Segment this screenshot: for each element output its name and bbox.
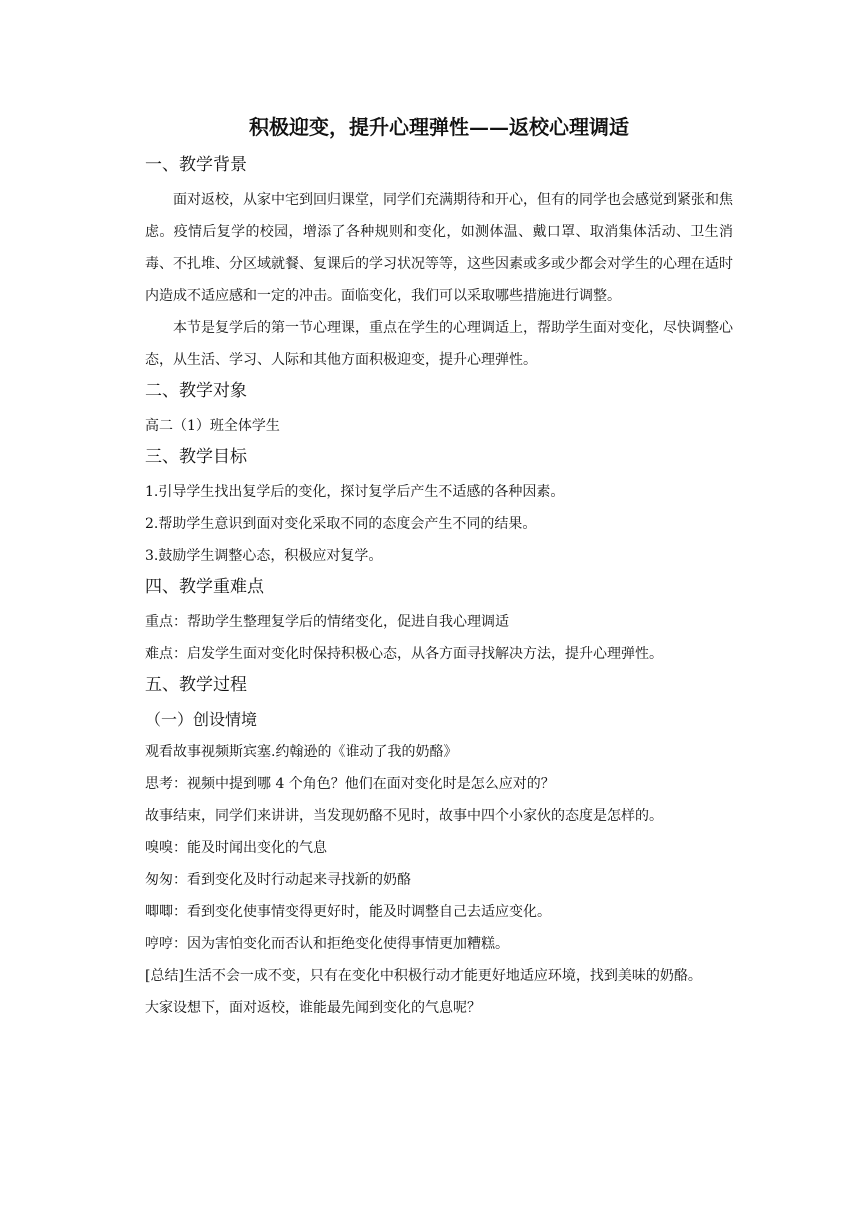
background-paragraph-1: 面对返校，从家中宅到回归课堂，同学们充满期待和开心，但有的同学也会感觉到紧张和焦虑。疫情后复学的校园，增添了各种规则和变化，如测体温、戴口罩、取消集体活动、卫生消毒、不扎堆、分区域就餐、复课后的学习状况等等，这些因素或多或少都会对学生的心理在适时内造成不适应感和一定的冲击。面临变化，我们可以采取哪些措施进行调整。 <box>145 192 733 304</box>
key-point-item: 重点：帮助学生整理复学后的情绪变化，促进自我心理调适 <box>145 614 509 630</box>
section-heading-key-points: 四、教学重难点 <box>145 577 264 597</box>
process-line: 嗅嗅：能及时闻出变化的气息 <box>145 840 327 856</box>
goal-item-3: 3.鼓励学生调整心态，积极应对复学。 <box>145 548 383 564</box>
process-line: 观看故事视频斯宾塞.约翰逊的《谁动了我的奶酪》 <box>145 744 458 760</box>
process-line: 大家设想下，面对返校，谁能最先闻到变化的气息呢？ <box>145 1000 481 1016</box>
difficulty-point-item: 难点：启发学生面对变化时保持积极心态，从各方面寻找解决方法，提升心理弹性。 <box>145 646 663 662</box>
section-heading-background: 一、教学背景 <box>145 155 247 175</box>
section-heading-goals: 三、教学目标 <box>145 447 247 467</box>
section-heading-audience: 二、教学对象 <box>145 381 247 401</box>
document-content <box>145 110 733 1024</box>
goal-item-1: 1.引导学生找出复学后的变化，探讨复学后产生不适感的各种因素。 <box>145 484 565 500</box>
process-line: 匆匆：看到变化及时行动起来寻找新的奶酪 <box>145 872 411 888</box>
document-title: 积极迎变，提升心理弹性——返校心理调适 <box>249 115 629 139</box>
process-summary: [总结]生活不会一成不变，只有在变化中积极行动才能更好地适应环境，找到美味的奶酪。 <box>145 968 702 984</box>
goal-item-2: 2.帮助学生意识到面对变化采取不同的态度会产生不同的结果。 <box>145 516 537 532</box>
audience-text: 高二（1）班全体学生 <box>145 418 280 434</box>
background-paragraph-2: 本节是复学后的第一节心理课，重点在学生的心理调适上，帮助学生面对变化，尽快调整心态，从生活、学习、人际和其他方面积极迎变，提升心理弹性。 <box>145 320 733 368</box>
process-sub-heading: （一）创设情境 <box>145 710 258 729</box>
process-line: 唧唧：看到变化使事情变得更好时，能及时调整自己去适应变化。 <box>145 904 551 920</box>
section-heading-process: 五、教学过程 <box>145 675 247 695</box>
process-line: 故事结束，同学们来讲讲，当发现奶酪不见时，故事中四个小家伙的态度是怎样的。 <box>145 808 663 824</box>
process-line: 哼哼：因为害怕变化而否认和拒绝变化使得事情更加糟糕。 <box>145 936 509 952</box>
process-line: 思考：视频中提到哪 4 个角色？他们在面对变化时是怎么应对的？ <box>145 776 555 792</box>
